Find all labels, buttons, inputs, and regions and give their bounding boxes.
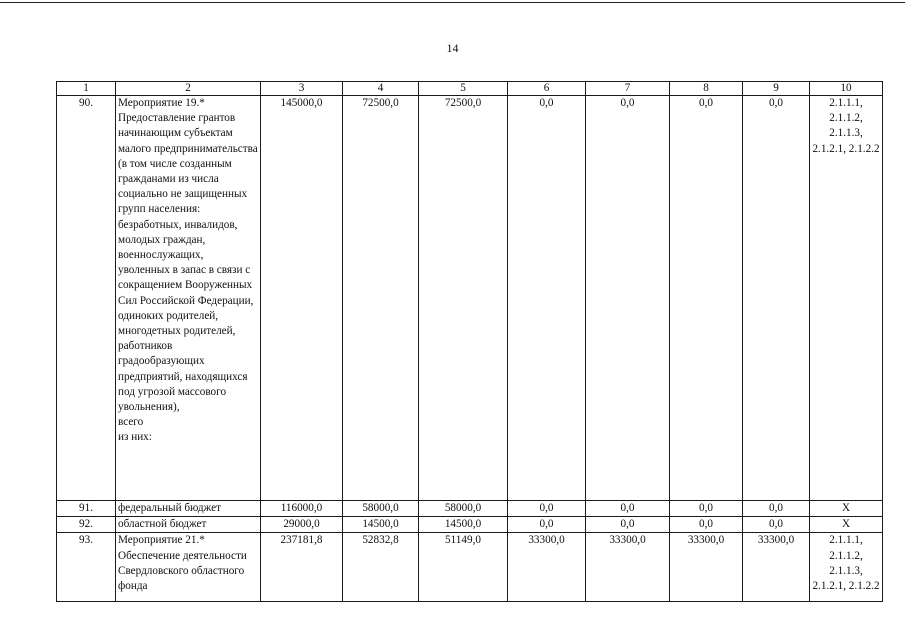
- amount-year: 58000,0: [419, 501, 508, 517]
- amount-year: 33300,0: [586, 533, 670, 602]
- column-number-header-row: [57, 82, 883, 96]
- row-number: 93.: [57, 533, 116, 602]
- column-header: 5: [419, 82, 508, 96]
- row-description: Мероприятие 21.* Обеспечение деятельности Свердловского областного фонда: [116, 533, 261, 602]
- budget-table: [56, 81, 883, 602]
- amount-total: 145000,0: [261, 96, 343, 501]
- column-header: 1: [57, 82, 116, 96]
- amount-year: 0,0: [508, 501, 586, 517]
- amount-year: 0,0: [743, 96, 810, 501]
- page-number: 14: [446, 41, 459, 55]
- amount-year: 0,0: [743, 517, 810, 533]
- column-header: 2: [116, 82, 261, 96]
- table-row: [57, 517, 883, 533]
- amount-year: 0,0: [670, 501, 743, 517]
- row-number: 92.: [57, 517, 116, 533]
- table-row: [57, 501, 883, 517]
- row-number: 90.: [57, 96, 116, 501]
- amount-total: 29000,0: [261, 517, 343, 533]
- column-header: 10: [810, 82, 883, 96]
- amount-year: 0,0: [508, 96, 586, 501]
- amount-year: 14500,0: [343, 517, 419, 533]
- amount-year: 0,0: [670, 96, 743, 501]
- row-number: 91.: [57, 501, 116, 517]
- row-description: областной бюджет: [116, 517, 261, 533]
- amount-year: 72500,0: [419, 96, 508, 501]
- target-reference: Х: [810, 501, 883, 517]
- amount-year: 0,0: [743, 501, 810, 517]
- column-header: 7: [586, 82, 670, 96]
- amount-year: 51149,0: [419, 533, 508, 602]
- amount-year: 33300,0: [508, 533, 586, 602]
- column-header: 9: [743, 82, 810, 96]
- top-edge-line: [0, 2, 905, 3]
- amount-year: 0,0: [586, 96, 670, 501]
- row-description: Мероприятие 19.* Предоставление грантов начинающим субъектам малого предпринимательства (в том числе созданным гражданами из числа социально не защищенных групп населения: безработных, инвалидов, молодых граждан, военнослужащих, уволенных в запас в связи с сокращением Вооруженных Сил Российской Федерации, одиноких родителей, многодетных родителей, работников градообразующих предприятий, находящихся под угрозой массового увольнения), всего из них:: [116, 96, 261, 501]
- target-reference: 2.1.1.1, 2.1.1.2, 2.1.1.3, 2.1.2.1, 2.1.2.2: [810, 533, 883, 602]
- amount-year: 52832,8: [343, 533, 419, 602]
- amount-total: 237181,8: [261, 533, 343, 602]
- amount-year: 14500,0: [419, 517, 508, 533]
- column-header: 4: [343, 82, 419, 96]
- column-header: 8: [670, 82, 743, 96]
- target-reference: 2.1.1.1, 2.1.1.2, 2.1.1.3, 2.1.2.1, 2.1.2.2: [810, 96, 883, 501]
- table-row: [57, 533, 883, 602]
- target-reference: Х: [810, 517, 883, 533]
- amount-year: 0,0: [586, 501, 670, 517]
- amount-total: 116000,0: [261, 501, 343, 517]
- amount-year: 0,0: [586, 517, 670, 533]
- amount-year: 58000,0: [343, 501, 419, 517]
- column-header: 6: [508, 82, 586, 96]
- column-header: 3: [261, 82, 343, 96]
- amount-year: 33300,0: [743, 533, 810, 602]
- amount-year: 0,0: [508, 517, 586, 533]
- table-row: [57, 96, 883, 501]
- amount-year: 0,0: [670, 517, 743, 533]
- amount-year: 72500,0: [343, 96, 419, 501]
- amount-year: 33300,0: [670, 533, 743, 602]
- row-description: федеральный бюджет: [116, 501, 261, 517]
